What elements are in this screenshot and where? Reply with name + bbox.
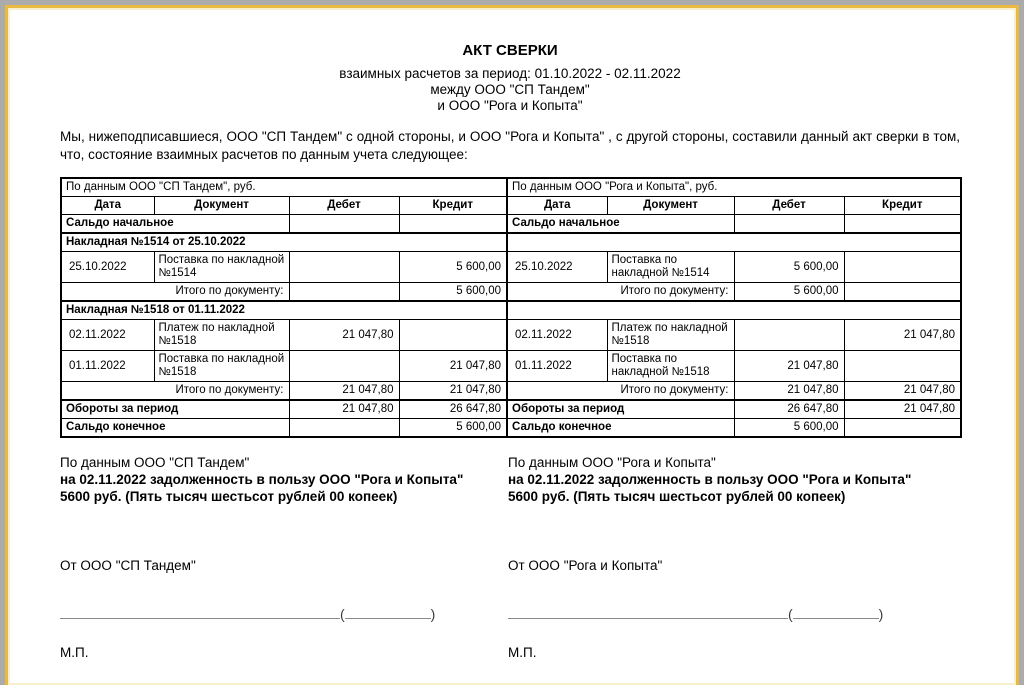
doc-total-debit-left [289,283,399,302]
group-header-cell-right [507,233,961,252]
entry-date-left: 02.11.2022 [61,320,154,351]
entry-debit-left: 21 047,80 [289,320,399,351]
col-header-document-right: Документ [607,197,734,215]
right-signature-block [508,505,942,661]
subtitle-between: между ООО "СП Тандем" [430,82,590,97]
close-paren: ) [430,606,436,622]
signature-line [60,606,340,619]
doc-total-debit-left: 21 047,80 [289,382,399,401]
entry-row-1518-delivery [61,351,961,382]
right-signature-line-row [508,606,942,622]
turnover-debit-right: 26 647,80 [734,400,844,419]
turnover-label-right: Обороты за период [507,400,734,419]
document-title: АКТ СВЕРКИ [462,42,558,59]
name-line [345,606,431,619]
reconciliation-table [60,177,962,438]
entry-credit-right [844,252,961,283]
entry-date-right: 01.11.2022 [507,351,607,382]
left-stamp-label: М.П. [60,645,89,660]
doc-total-credit-right: 21 047,80 [844,382,961,401]
doc-total-debit-right: 21 047,80 [734,382,844,401]
closing-balance-debit-left [289,419,399,438]
doc-total-label-right: Итого по документу: [507,283,734,302]
closing-balance-label-left: Сальдо конечное [61,419,289,438]
right-from-text: От ООО "Рога и Копыта" [508,558,663,573]
closing-balance-credit-left: 5 600,00 [399,419,507,438]
closing-balance-debit-right: 5 600,00 [734,419,844,438]
left-by-data-text: По данным ООО "СП Тандем" [60,455,250,470]
turnover-debit-left: 21 047,80 [289,400,399,419]
doc-total-credit-left: 21 047,80 [399,382,507,401]
left-debt-statement: на 02.11.2022 задолженность в пользу ООО "Рога и Копыта" 5600 руб. (Пять тысяч шестьсот рублей 00 копеек) [60,472,464,504]
entry-debit-left [289,252,399,283]
entry-credit-left: 21 047,80 [399,351,507,382]
doc-total-label-left: Итого по документу: [61,283,289,302]
opening-balance-debit-right [734,215,844,234]
entry-doc-right: Поставка по накладной №1514 [607,252,734,283]
column-header-row [61,197,961,215]
entry-credit-left: 5 600,00 [399,252,507,283]
doc-total-credit-right [844,283,961,302]
left-from-text: От ООО "СП Тандем" [60,558,196,573]
opening-balance-credit-right [844,215,961,234]
group-header-cell-left: Накладная №1514 от 25.10.2022 [61,233,507,252]
turnover-credit-right: 21 047,80 [844,400,961,419]
entry-debit-right: 5 600,00 [734,252,844,283]
subtitle-and: и ООО "Рога и Копыта" [437,98,583,113]
entry-debit-left [289,351,399,382]
doc-total-label-left: Итого по документу: [61,382,289,401]
opening-balance-debit-left [289,215,399,234]
opening-balance-label-left: Сальдо начальное [61,215,289,234]
document-total-row-1514 [61,283,961,302]
opening-balance-credit-left [399,215,507,234]
doc-total-debit-right: 5 600,00 [734,283,844,302]
right-org-header-cell: По данным ООО "Рога и Копыта", руб. [507,178,961,197]
entry-credit-left [399,320,507,351]
opening-balance-row [61,215,961,234]
left-org-header-cell: По данным ООО "СП Тандем", руб. [61,178,507,197]
open-paren: ( [788,606,793,622]
right-debt-statement: на 02.11.2022 задолженность в пользу ООО "Рога и Копыта" 5600 руб. (Пять тысяч шестьсот рублей 00 копеек) [508,472,912,504]
entry-date-left: 25.10.2022 [61,252,154,283]
left-signature-line-row [60,606,494,622]
closing-balance-credit-right [844,419,961,438]
turnover-label-left: Обороты за период [61,400,289,419]
close-paren: ) [878,606,884,622]
right-by-data-text: По данным ООО "Рога и Копыта" [508,455,716,470]
col-header-date-right: Дата [507,197,607,215]
right-stamp-label: М.П. [508,645,537,660]
doc-total-credit-left: 5 600,00 [399,283,507,302]
group-header-cell-right [507,301,961,320]
turnover-row [61,400,961,419]
col-header-debit-left: Дебет [289,197,399,215]
org-header-row [61,178,961,197]
subtitle-period: взаимных расчетов за период: 01.10.2022 - 02.11.2022 [339,66,681,81]
left-statement-block [60,454,494,505]
entry-row-1514 [61,252,961,283]
group-header-row-1514 [61,233,961,252]
document-total-row-1518 [61,382,961,401]
group-header-cell-left: Накладная №1518 от 01.11.2022 [61,301,507,320]
open-paren: ( [340,606,345,622]
group-header-row-1518 [61,301,961,320]
col-header-credit-left: Кредит [399,197,507,215]
document-page [5,5,1019,685]
closing-balance-row [61,419,961,438]
col-header-date-left: Дата [61,197,154,215]
entry-credit-right [844,351,961,382]
entry-debit-right [734,320,844,351]
col-header-debit-right: Дебет [734,197,844,215]
entry-date-right: 25.10.2022 [507,252,607,283]
opening-balance-label-right: Сальдо начальное [507,215,734,234]
col-header-credit-right: Кредит [844,197,961,215]
turnover-credit-left: 26 647,80 [399,400,507,419]
entry-row-1518-payment [61,320,961,351]
entry-doc-right: Платеж по накладной №1518 [607,320,734,351]
entry-debit-right: 21 047,80 [734,351,844,382]
entry-doc-left: Поставка по накладной №1518 [154,351,289,382]
entry-doc-left: Поставка по накладной №1514 [154,252,289,283]
signature-line [508,606,788,619]
right-statement-block [508,454,942,505]
intro-paragraph: Мы, нижеподписавшиеся, ООО "СП Тандем" с одной стороны, и ООО "Рога и Копыта" , с другой стороны, составили данный акт сверки в том, что, состояние взаимных расчетов по данным учета следующее: [60,129,960,162]
doc-total-label-right: Итого по документу: [507,382,734,401]
name-line [793,606,879,619]
signature-section [60,505,960,661]
document-subtitle [60,66,960,114]
entry-date-right: 02.11.2022 [507,320,607,351]
footer-statements [60,454,960,505]
entry-doc-left: Платеж по накладной №1518 [154,320,289,351]
closing-balance-label-right: Сальдо конечное [507,419,734,438]
entry-credit-right: 21 047,80 [844,320,961,351]
entry-date-left: 01.11.2022 [61,351,154,382]
left-signature-block [60,505,494,661]
entry-doc-right: Поставка по накладной №1518 [607,351,734,382]
col-header-document-left: Документ [154,197,289,215]
